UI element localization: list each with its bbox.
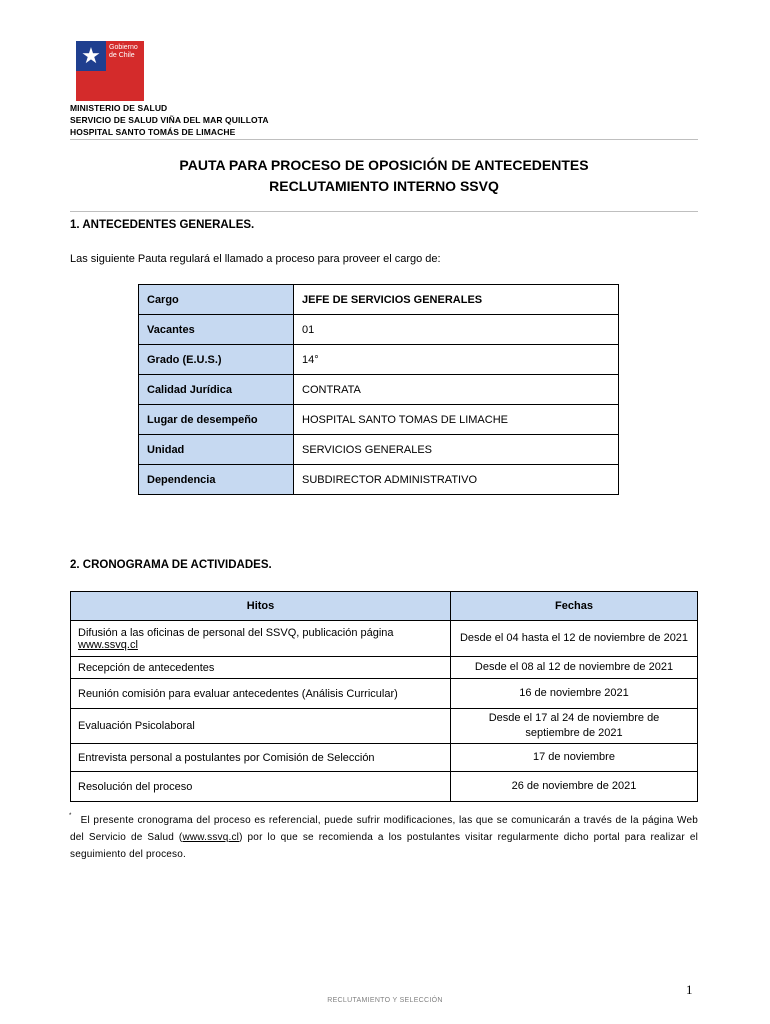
table-row xyxy=(139,435,619,465)
table-row xyxy=(139,315,619,345)
table-row xyxy=(71,621,698,657)
note-text-part1: El presente cronograma del proceso es referencial, puede sufrir modificaciones, las que se comunicarán a través de la página Web del Servicio de Salud ( xyxy=(70,815,698,843)
row-label: Cargo xyxy=(139,285,294,315)
row-label: Dependencia xyxy=(139,465,294,495)
fecha-cell: 16 de noviembre 2021 xyxy=(451,679,698,709)
table-row xyxy=(71,772,698,802)
note-text-part2: ) por lo que se recomienda a los postulantes visitar regularmente dicho portal para realizar el seguimiento del proceso. xyxy=(70,832,699,860)
table-header-row xyxy=(71,592,698,621)
header-divider xyxy=(70,139,698,140)
table-row xyxy=(71,709,698,744)
hito-cell: Reunión comisión para evaluar antecedentes (Análisis Curricular) xyxy=(71,679,451,709)
hito-cell: Resolución del proceso xyxy=(71,772,451,802)
table-row xyxy=(139,405,619,435)
column-header-hitos: Hitos xyxy=(71,592,451,621)
column-header-fechas: Fechas xyxy=(451,592,698,621)
general-info-table xyxy=(138,284,619,495)
institution-header xyxy=(70,102,269,138)
row-label: Lugar de desempeño xyxy=(139,405,294,435)
institution-line2: SERVICIO DE SALUD VIÑA DEL MAR QUILLOTA xyxy=(70,115,269,125)
schedule-note xyxy=(70,812,698,863)
gobierno-de-chile-logo xyxy=(76,41,144,101)
row-value: SERVICIOS GENERALES xyxy=(294,435,619,465)
note-ssvq-link[interactable]: www.ssvq.cl xyxy=(182,832,240,843)
schedule-table xyxy=(70,591,698,802)
section1-heading: 1. ANTECEDENTES GENERALES. xyxy=(70,219,255,231)
row-value: 14° xyxy=(294,345,619,375)
table-row xyxy=(139,345,619,375)
hito-text: Difusión a las oficinas de personal del SSVQ, publicación página xyxy=(78,626,394,639)
hito-cell: Recepción de antecedentes xyxy=(71,657,451,679)
row-label: Grado (E.U.S.) xyxy=(139,345,294,375)
row-value: 01 xyxy=(294,315,619,345)
table-row xyxy=(139,285,619,315)
page-footer: RECLUTAMIENTO Y SELECCIÓN xyxy=(327,997,443,1004)
document-title xyxy=(70,155,698,197)
fecha-cell: Desde el 04 hasta el 12 de noviembre de 2021 xyxy=(451,621,698,657)
hito-cell: Evaluación Psicolaboral xyxy=(71,709,451,744)
logo-text xyxy=(109,44,143,60)
row-label: Unidad xyxy=(139,435,294,465)
fecha-cell: 26 de noviembre de 2021 xyxy=(451,772,698,802)
row-label: Calidad Jurídica xyxy=(139,375,294,405)
row-value: SUBDIRECTOR ADMINISTRATIVO xyxy=(294,465,619,495)
title-divider xyxy=(70,211,698,212)
section2-heading: 2. CRONOGRAMA DE ACTIVIDADES. xyxy=(70,559,272,571)
institution-line3: HOSPITAL SANTO TOMÁS DE LIMACHE xyxy=(70,127,236,137)
logo-red-bar xyxy=(76,71,144,101)
fecha-cell: Desde el 08 al 12 de noviembre de 2021 xyxy=(451,657,698,679)
table-row xyxy=(71,679,698,709)
logo-line1: Gobierno xyxy=(109,44,138,51)
table-row xyxy=(139,375,619,405)
table-row xyxy=(71,657,698,679)
row-value: HOSPITAL SANTO TOMAS DE LIMACHE xyxy=(294,405,619,435)
row-value: JEFE DE SERVICIOS GENERALES xyxy=(294,285,619,315)
note-mark: * xyxy=(69,813,72,819)
fecha-cell: 17 de noviembre xyxy=(451,744,698,772)
hito-cell xyxy=(71,621,451,657)
title-line1: PAUTA PARA PROCESO DE OPOSICIÓN DE ANTECEDENTES xyxy=(179,157,589,173)
fecha-cell: Desde el 17 al 24 de noviembre de septiembre de 2021 xyxy=(451,709,698,744)
table-row xyxy=(71,744,698,772)
star-icon: ★ xyxy=(81,43,101,68)
institution-line1: MINISTERIO DE SALUD xyxy=(70,103,168,113)
table-row xyxy=(139,465,619,495)
row-value: CONTRATA xyxy=(294,375,619,405)
page-number: 1 xyxy=(686,982,693,997)
ssvq-link[interactable]: www.ssvq.cl xyxy=(78,638,138,651)
title-line2: RECLUTAMIENTO INTERNO SSVQ xyxy=(269,178,499,194)
hito-cell: Entrevista personal a postulantes por Comisión de Selección xyxy=(71,744,451,772)
section1-intro: Las siguiente Pauta regulará el llamado a proceso para proveer el cargo de: xyxy=(70,253,441,265)
row-label: Vacantes xyxy=(139,315,294,345)
logo-line2: de Chile xyxy=(109,52,135,59)
